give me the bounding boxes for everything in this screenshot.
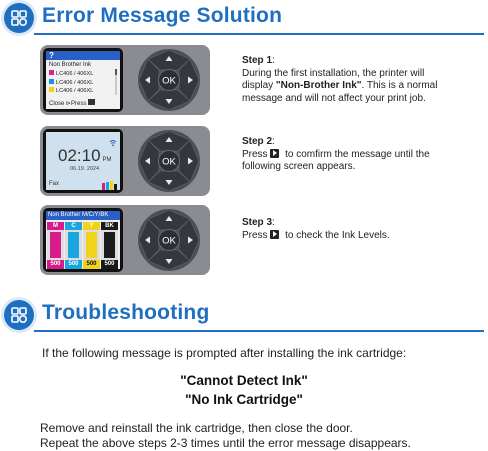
error-quote-1: "Cannot Detect Ink" xyxy=(180,373,308,388)
ok-label: OK xyxy=(162,156,176,168)
divider xyxy=(34,33,484,35)
clock-time: 02:10 PM xyxy=(58,146,112,165)
ink-color-swatch xyxy=(49,70,54,75)
step-line: following screen appears. xyxy=(242,161,356,172)
ink-level-bar xyxy=(104,232,115,258)
dpad[interactable] xyxy=(134,48,204,112)
step-line: display "Non-Brother Ink". This is a normal xyxy=(242,80,438,91)
play-button-icon xyxy=(270,149,279,158)
ink-color-swatch xyxy=(49,79,54,84)
screen-title: Non Brother M/C/Y/BK xyxy=(48,212,109,218)
printer-badge-icon xyxy=(4,3,34,33)
lcd-screen xyxy=(43,208,123,272)
ink-column-c: C 500 xyxy=(65,222,82,269)
error-quote-2: "No Ink Cartridge" xyxy=(185,392,303,407)
scrollbar[interactable] xyxy=(115,69,117,95)
lcd-screen xyxy=(43,129,123,193)
dpad[interactable] xyxy=(134,129,204,193)
dpad[interactable] xyxy=(134,208,204,272)
step-title: Step 1 xyxy=(242,55,273,66)
printer-panel-1 xyxy=(40,45,210,115)
divider xyxy=(34,330,484,332)
troubleshooting-line-1: Remove and reinstall the ink cartridge, then close the door. xyxy=(40,421,353,435)
step-line: message and will not affect your print job. xyxy=(242,92,426,104)
screen-title: Non Brother Ink xyxy=(49,62,92,68)
ink-level-icon xyxy=(102,178,117,188)
question-mark: ? xyxy=(49,51,54,60)
step-3-text: Step 3: Press to check the Ink Levels. xyxy=(242,217,478,242)
ink-level-bar xyxy=(86,232,97,258)
ink-column-m: M 500 xyxy=(47,222,64,269)
lcd-display-home xyxy=(46,132,120,190)
ok-label: OK xyxy=(162,75,176,87)
ink-color-swatch xyxy=(49,87,54,92)
printer-badge-icon xyxy=(4,300,34,330)
step-line: During the first installation, the printer will xyxy=(242,67,425,79)
section-header-error xyxy=(0,3,488,37)
ok-label: OK xyxy=(162,235,176,247)
ink-line-item: LC406 / 406XL xyxy=(49,79,115,88)
ink-line-item: LC406 / 406XL xyxy=(49,87,115,96)
dpad-graphic xyxy=(134,48,204,112)
printer-panel-3 xyxy=(40,205,210,275)
lcd-display-ink-levels xyxy=(46,211,120,269)
ink-column-y: Y 500 xyxy=(83,222,100,269)
ink-line-list xyxy=(49,70,115,96)
step-title: Step 2 xyxy=(242,136,273,147)
troubleshooting-intro: If the following message is prompted after installing the ink cartridge: xyxy=(42,346,407,360)
ink-level-bar xyxy=(50,232,61,258)
troubleshooting-line-2: Repeat the above steps 2-3 times until the error message disappears. xyxy=(40,436,411,450)
step-1-text: Step 1: During the first installation, the printer will display "Non-Brother Ink". This is a normal message and will not affect your print job. xyxy=(242,55,478,105)
step-line: Press to comfirm the message until the xyxy=(242,148,430,160)
clock-date: 06.19. 2024 xyxy=(70,166,100,172)
lcd-screen xyxy=(43,48,123,112)
ink-level-bars xyxy=(47,222,119,269)
step-2-text: Step 2: Press to comfirm the message until the following screen appears. xyxy=(242,136,478,174)
wifi-icon xyxy=(109,134,117,142)
section-title: Troubleshooting xyxy=(42,301,210,324)
dpad-graphic xyxy=(134,208,204,272)
ink-level-bar xyxy=(68,232,79,258)
step-title: Step 3 xyxy=(242,217,273,228)
step-line: Press to check the Ink Levels. xyxy=(242,229,390,241)
play-button-icon xyxy=(88,99,95,105)
lcd-display-error xyxy=(46,51,120,109)
close-hint: Close ⊳Press xyxy=(49,99,95,108)
dpad-graphic xyxy=(134,129,204,193)
ink-column-bk: BK 500 xyxy=(101,222,118,269)
ink-line-item: LC406 / 406XL xyxy=(49,70,115,79)
fax-label: Fax xyxy=(49,181,60,187)
printer-panel-2 xyxy=(40,126,210,196)
section-header-troubleshooting xyxy=(0,300,488,334)
play-button-icon xyxy=(270,230,279,239)
section-title: Error Message Solution xyxy=(42,4,283,27)
